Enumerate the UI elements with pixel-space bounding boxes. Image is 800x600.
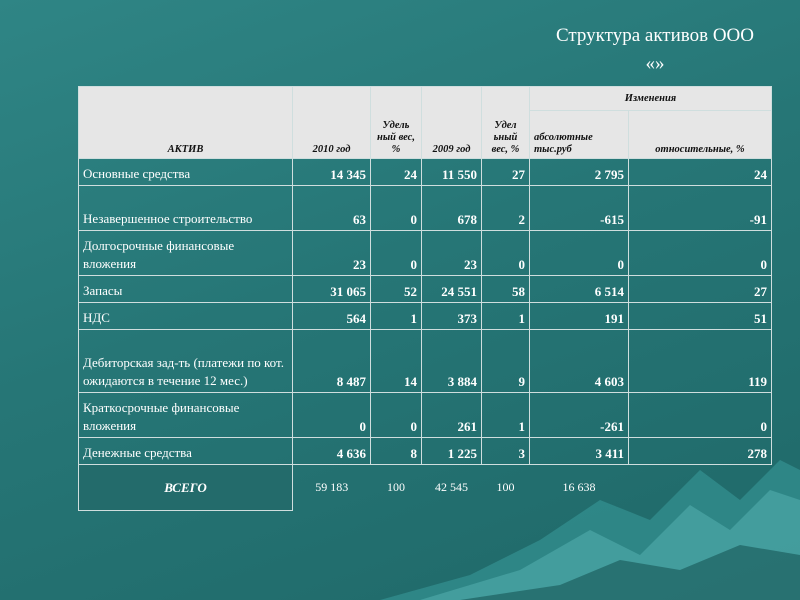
total-share-2009: 100 [496,480,515,495]
cell-2009: 261 [422,393,482,438]
cell-share-2010: 1 [371,303,422,330]
cell-share-2010: 0 [371,393,422,438]
total-2010: 59 183 [315,480,349,495]
total-share-2010: 100 [387,480,405,495]
row-name: Незавершенное строительство [79,186,293,231]
row-name: Запасы [79,276,293,303]
table-row [79,438,772,465]
cell-share-2009: 1 [482,303,530,330]
total-row [79,465,772,511]
cell-2010: 564 [293,303,371,330]
table-row [79,231,772,276]
cell-2010: 23 [293,231,371,276]
total-relative [629,465,772,511]
cell-absolute: -615 [530,186,629,231]
cell-2010: 31 065 [293,276,371,303]
cell-absolute: 4 603 [530,330,629,393]
cell-share-2009: 0 [482,231,530,276]
cell-share-2010: 0 [371,231,422,276]
header-asset: АКТИВ [79,87,293,159]
table-row [79,330,772,393]
row-name: Краткосрочные финансовые вложения [79,393,293,438]
cell-share-2009: 2 [482,186,530,231]
row-name: НДС [79,303,293,330]
cell-2010: 0 [293,393,371,438]
header-share-2009: Удел ьный вес, % [482,87,530,159]
cell-absolute: 6 514 [530,276,629,303]
cell-share-2010: 14 [371,330,422,393]
table-row [79,303,772,330]
cell-2010: 63 [293,186,371,231]
cell-2009: 1 225 [422,438,482,465]
total-2009: 42 545 [435,480,468,495]
cell-relative: 0 [629,231,772,276]
cell-share-2010: 8 [371,438,422,465]
table-row [79,159,772,186]
header-2010: 2010 год [293,87,371,159]
total-absolute: 16 638 [562,480,596,495]
title-line-2: «» [645,53,665,74]
cell-relative: 24 [629,159,772,186]
cell-2010: 4 636 [293,438,371,465]
header-share-2010: Удель ный вес, % [371,87,422,159]
cell-absolute: 191 [530,303,629,330]
table-row [79,186,772,231]
header-2009: 2009 год [422,87,482,159]
row-name: Дебиторская зад-ть (платежи по кот. ожидаются в течение 12 мес.) [79,330,293,393]
cell-absolute: 2 795 [530,159,629,186]
cell-absolute: -261 [530,393,629,438]
cell-2009: 11 550 [422,159,482,186]
cell-absolute: 0 [530,231,629,276]
cell-relative: 27 [629,276,772,303]
cell-share-2010: 52 [371,276,422,303]
cell-share-2010: 24 [371,159,422,186]
row-name: Долгосрочные финансовые вложения [79,231,293,276]
cell-2010: 8 487 [293,330,371,393]
header-relative: относительные, % [629,111,772,159]
cell-2009: 3 884 [422,330,482,393]
assets-table [78,86,772,511]
cell-share-2009: 58 [482,276,530,303]
cell-share-2009: 27 [482,159,530,186]
cell-relative: 278 [629,438,772,465]
cell-relative: -91 [629,186,772,231]
title-line-1: Структура активов ООО [555,25,755,46]
table-row [79,276,772,303]
cell-2010: 14 345 [293,159,371,186]
cell-2009: 23 [422,231,482,276]
total-label: ВСЕГО [79,465,293,511]
cell-absolute: 3 411 [530,438,629,465]
page-title [520,22,790,78]
row-name: Денежные средства [79,438,293,465]
table-row [79,393,772,438]
cell-share-2010: 0 [371,186,422,231]
cell-relative: 0 [629,393,772,438]
cell-share-2009: 9 [482,330,530,393]
cell-relative: 119 [629,330,772,393]
cell-share-2009: 3 [482,438,530,465]
cell-2009: 24 551 [422,276,482,303]
header-changes: Изменения [530,87,772,111]
cell-2009: 373 [422,303,482,330]
cell-2009: 678 [422,186,482,231]
cell-share-2009: 1 [482,393,530,438]
cell-relative: 51 [629,303,772,330]
row-name: Основные средства [79,159,293,186]
header-absolute: абсолютные тыс.руб [530,111,629,159]
